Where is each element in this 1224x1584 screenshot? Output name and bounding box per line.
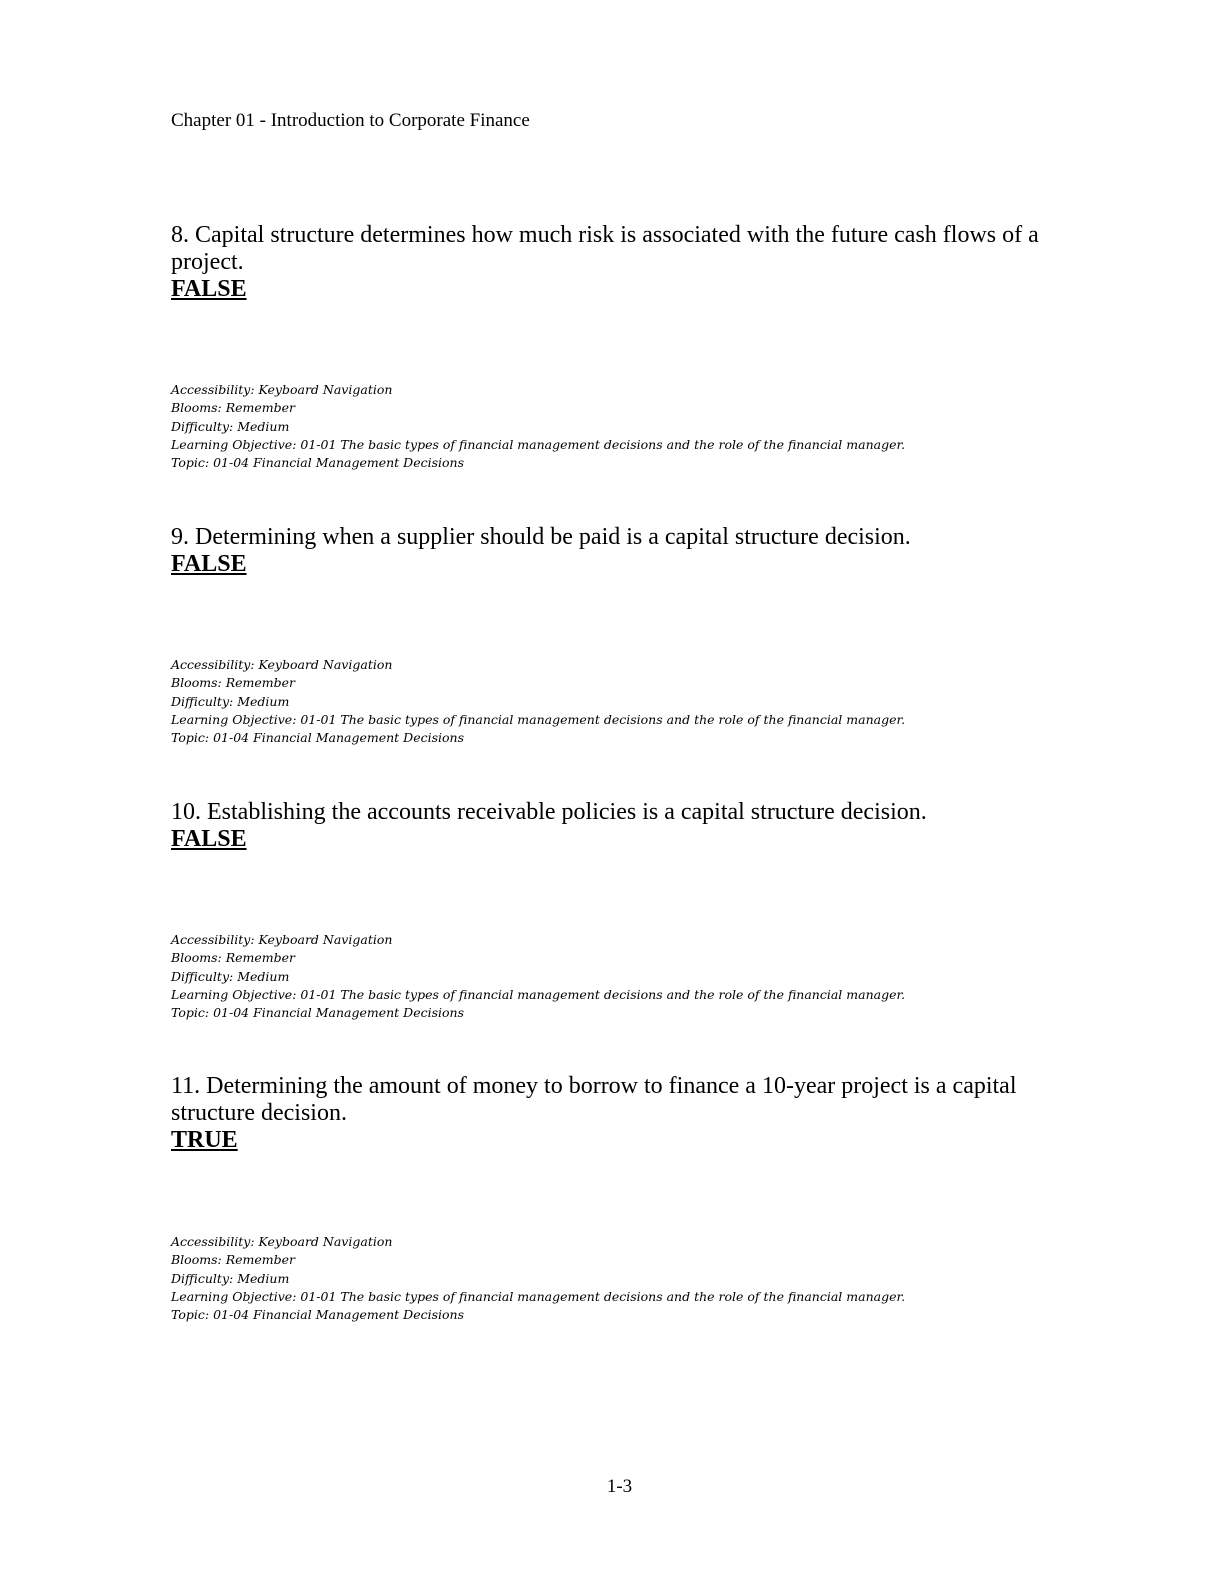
question-text: 10. Establishing the accounts receivable policies is a capital structure decision. — [171, 799, 927, 825]
question-text: 8. Capital structure determines how much risk is associated with the future cash flows of a project. — [171, 222, 1039, 275]
meta-accessibility: Accessibility: Keyboard Navigation — [171, 1234, 393, 1249]
meta-blooms: Blooms: Remember — [171, 400, 295, 416]
meta-learning-objective: Learning Objective: 01-01 The basic types of financial management decisions and the role of the financial manager. — [171, 436, 906, 452]
meta-difficulty: Difficulty: Medium — [171, 418, 290, 434]
question-block — [171, 524, 1051, 578]
meta-blooms: Blooms: Remember — [171, 675, 295, 691]
answer-label: TRUE — [171, 1127, 238, 1153]
meta-blooms: Blooms: Remember — [171, 1252, 295, 1268]
question-text: 9. Determining when a supplier should be paid is a capital structure decision. — [171, 524, 911, 550]
question-block — [171, 799, 1051, 853]
question-block — [171, 222, 1051, 303]
meta-topic: Topic: 01-04 Financial Management Decisions — [171, 1307, 465, 1323]
meta-topic: Topic: 01-04 Financial Management Decisions — [171, 1005, 465, 1021]
question-metadata — [171, 381, 905, 472]
meta-difficulty: Difficulty: Medium — [171, 968, 290, 984]
answer-label: FALSE — [171, 276, 247, 302]
question-metadata — [171, 656, 905, 747]
question-metadata — [171, 1233, 905, 1324]
meta-topic: Topic: 01-04 Financial Management Decisions — [171, 455, 465, 471]
meta-accessibility: Accessibility: Keyboard Navigation — [171, 382, 393, 397]
answer-label: FALSE — [171, 551, 247, 577]
question-block — [171, 1073, 1051, 1154]
page-number: 1-3 — [606, 1476, 633, 1497]
meta-difficulty: Difficulty: Medium — [171, 693, 290, 709]
meta-blooms: Blooms: Remember — [171, 950, 295, 966]
question-text: 11. Determining the amount of money to borrow to finance a 10-year project is a capital structure decision. — [171, 1073, 1017, 1126]
meta-topic: Topic: 01-04 Financial Management Decisions — [171, 730, 465, 746]
meta-accessibility: Accessibility: Keyboard Navigation — [171, 932, 393, 947]
question-metadata — [171, 931, 905, 1022]
meta-learning-objective: Learning Objective: 01-01 The basic types of financial management decisions and the role of the financial manager. — [171, 711, 906, 727]
chapter-header: Chapter 01 - Introduction to Corporate Finance — [171, 110, 530, 131]
answer-label: FALSE — [171, 826, 247, 852]
meta-learning-objective: Learning Objective: 01-01 The basic types of financial management decisions and the role of the financial manager. — [171, 1288, 906, 1304]
meta-learning-objective: Learning Objective: 01-01 The basic types of financial management decisions and the role of the financial manager. — [171, 986, 906, 1002]
meta-difficulty: Difficulty: Medium — [171, 1270, 290, 1286]
meta-accessibility: Accessibility: Keyboard Navigation — [171, 657, 393, 672]
